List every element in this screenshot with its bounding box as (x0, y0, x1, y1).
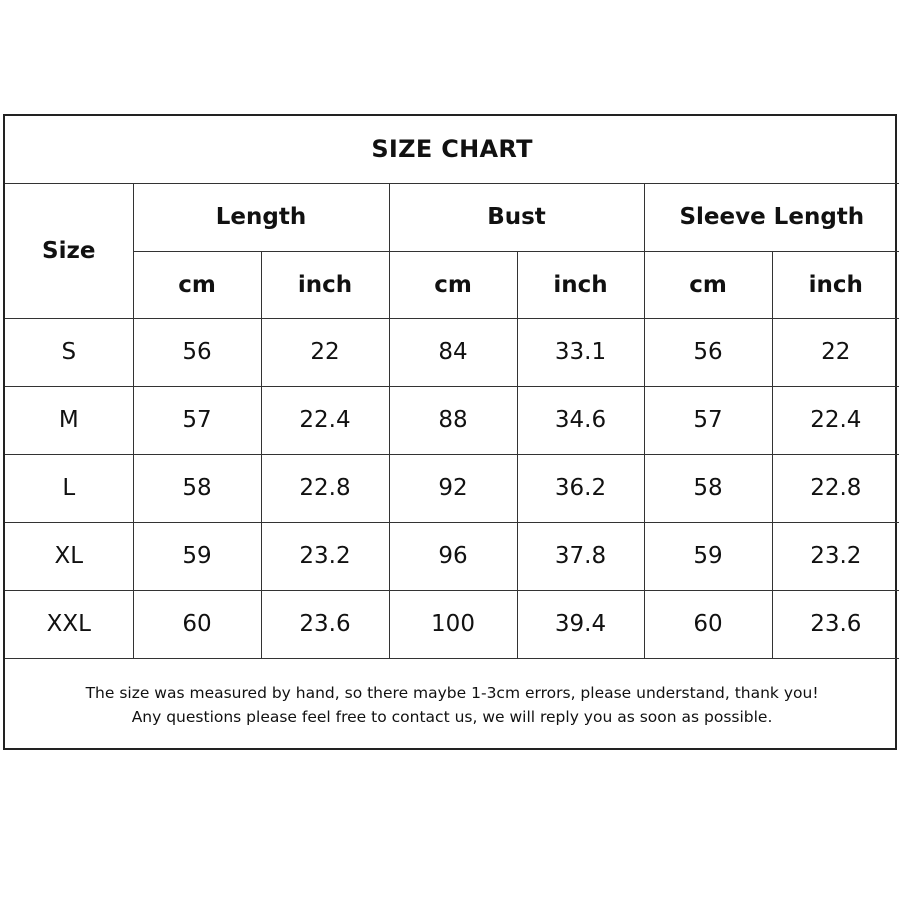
unit-header: inch (261, 251, 389, 318)
unit-header: cm (389, 251, 517, 318)
size-cell: XL (5, 522, 133, 590)
value-cell: 23.2 (261, 522, 389, 590)
note-line-contact: Any questions please feel free to contact us, we will reply you as soon as possible. (131, 707, 773, 726)
bust-group-header: Bust (389, 183, 644, 251)
value-cell: 59 (133, 522, 261, 590)
value-cell: 60 (133, 590, 261, 658)
value-cell: 57 (133, 386, 261, 454)
value-cell: 58 (644, 454, 772, 522)
value-cell: 96 (389, 522, 517, 590)
value-cell: 36.2 (517, 454, 644, 522)
value-cell: 92 (389, 454, 517, 522)
value-cell: 23.2 (772, 522, 899, 590)
value-cell: 23.6 (261, 590, 389, 658)
unit-header: cm (644, 251, 772, 318)
value-cell: 34.6 (517, 386, 644, 454)
value-cell: 22 (772, 318, 899, 386)
size-cell: S (5, 318, 133, 386)
size-cell: M (5, 386, 133, 454)
value-cell: 22.4 (772, 386, 899, 454)
value-cell: 56 (133, 318, 261, 386)
value-cell: 58 (133, 454, 261, 522)
chart-title: SIZE CHART (5, 116, 899, 183)
sleeve-length-group-header: Sleeve Length (644, 183, 899, 251)
unit-header: cm (133, 251, 261, 318)
table-row (5, 386, 899, 454)
unit-header: inch (772, 251, 899, 318)
size-cell: L (5, 454, 133, 522)
measurement-note (5, 658, 899, 751)
value-cell: 100 (389, 590, 517, 658)
unit-header: inch (517, 251, 644, 318)
table-row (5, 454, 899, 522)
size-table (5, 116, 899, 751)
value-cell: 22 (261, 318, 389, 386)
value-cell: 60 (644, 590, 772, 658)
value-cell: 84 (389, 318, 517, 386)
table-row (5, 318, 899, 386)
value-cell: 39.4 (517, 590, 644, 658)
value-cell: 33.1 (517, 318, 644, 386)
value-cell: 57 (644, 386, 772, 454)
value-cell: 56 (644, 318, 772, 386)
note-line-measurement: The size was measured by hand, so there maybe 1-3cm errors, please understand, thank you! (85, 683, 819, 702)
value-cell: 59 (644, 522, 772, 590)
value-cell: 22.8 (261, 454, 389, 522)
value-cell: 37.8 (517, 522, 644, 590)
value-cell: 23.6 (772, 590, 899, 658)
table-row (5, 590, 899, 658)
value-cell: 88 (389, 386, 517, 454)
length-group-header: Length (133, 183, 389, 251)
size-column-header: Size (5, 183, 133, 318)
size-cell: XXL (5, 590, 133, 658)
value-cell: 22.4 (261, 386, 389, 454)
table-row (5, 522, 899, 590)
value-cell: 22.8 (772, 454, 899, 522)
size-chart (3, 114, 897, 750)
